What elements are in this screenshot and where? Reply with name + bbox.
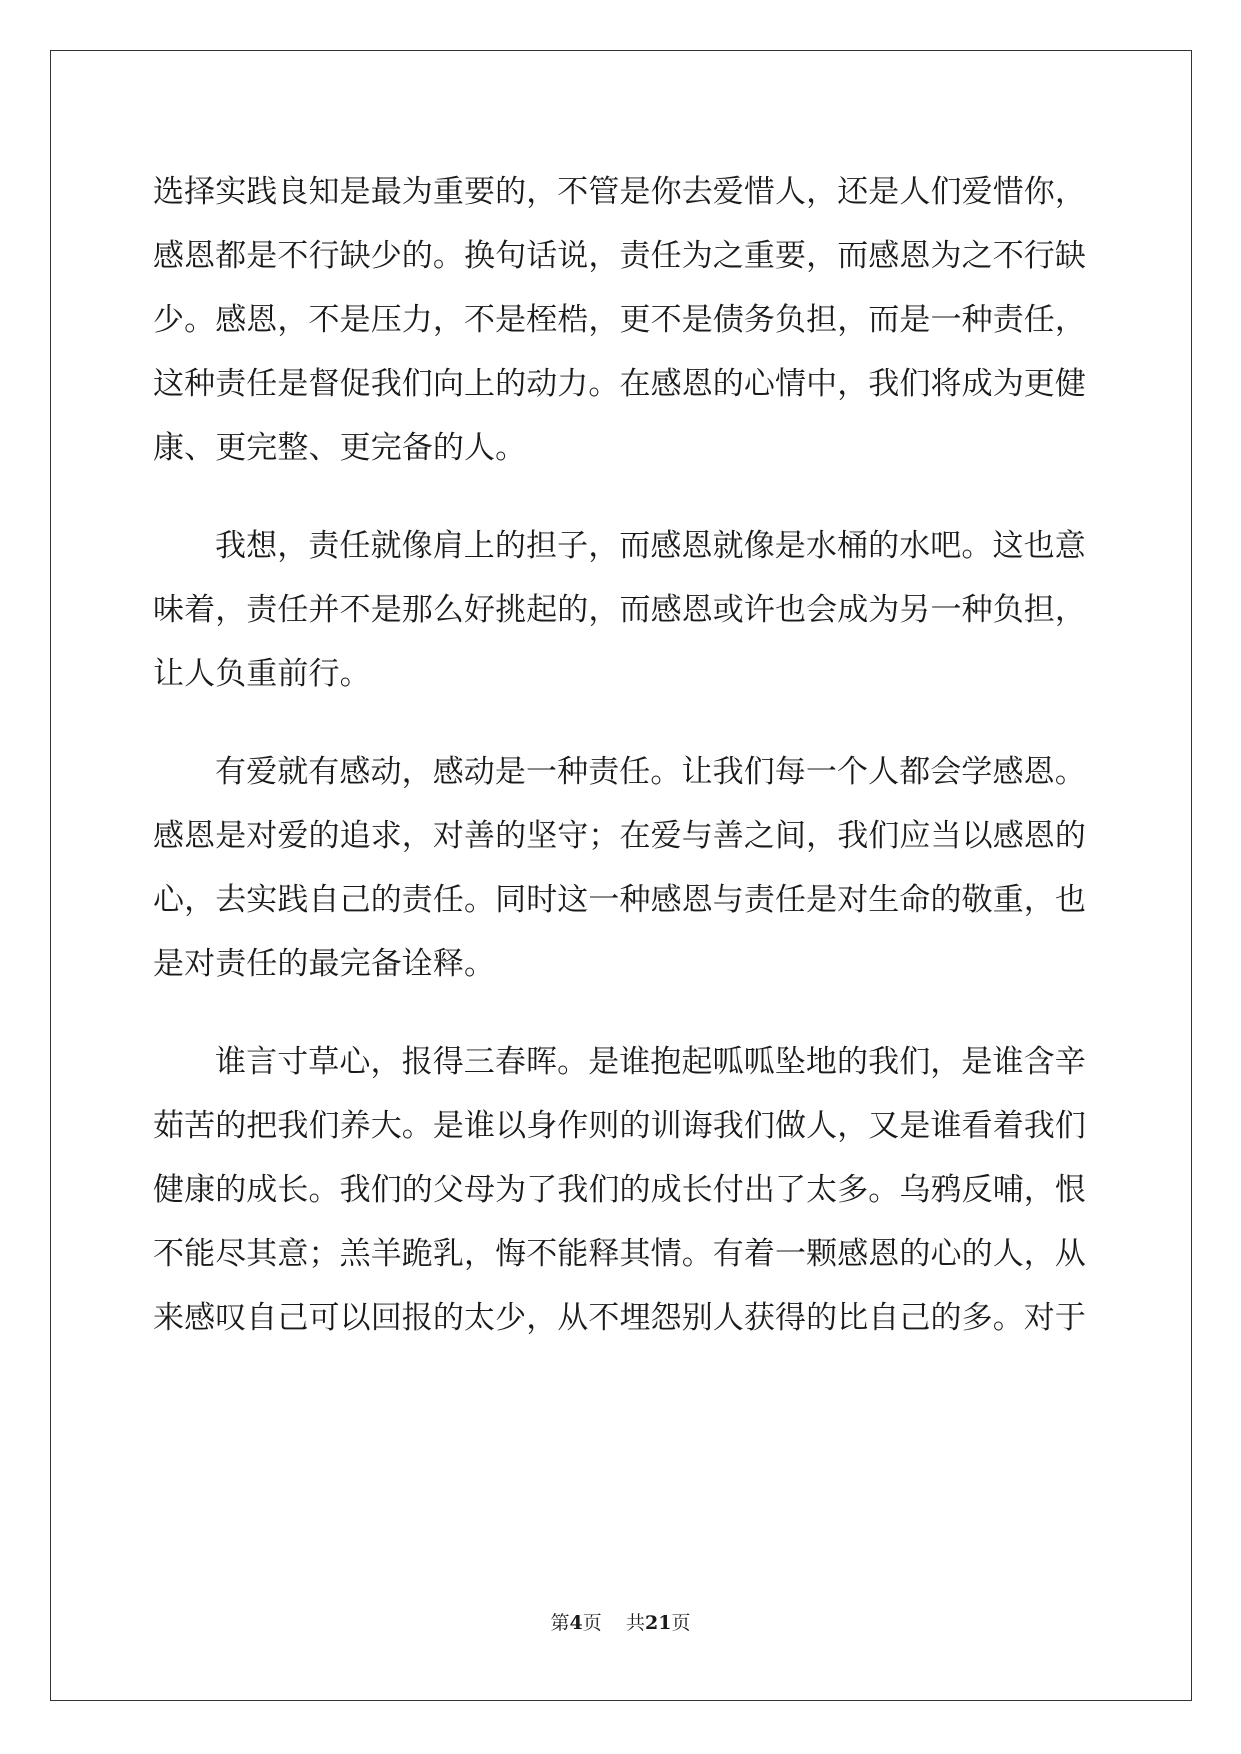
text-line: 味着，责任并不是那么好挑起的，而感恩或许也会成为另一种负担， [153, 592, 1086, 628]
total-prefix: 共 [625, 1612, 645, 1634]
page-border [50, 50, 1192, 1701]
text-line: 健康的成长。我们的父母为了我们的成长付出了太多。乌鸦反哺，恨 [153, 1172, 1086, 1208]
text-line: 心，去实践自己的责任。同时这一种感恩与责任是对生命的敬重，也 [153, 882, 1086, 918]
total-pages: 21 [644, 1612, 672, 1634]
text-line: 感恩是对爱的追求，对善的坚守；在爱与善之间，我们应当以感恩的 [153, 818, 1086, 854]
text-line: 这种责任是督促我们向上的动力。在感恩的心情中，我们将成为更健 [153, 366, 1086, 402]
page-suffix: 页 [582, 1612, 602, 1634]
text-line: 不能尽其意；羔羊跪乳，悔不能释其情。有着一颗感恩的心的人，从 [153, 1236, 1086, 1272]
text-line: 是对责任的最完备诠释。 [153, 946, 496, 982]
text-line: 康、更完整、更完备的人。 [153, 430, 527, 466]
paragraph-first-line: 谁言寸草心，报得三春晖。是谁抱起呱呱坠地的我们，是谁含辛 [215, 1044, 1086, 1080]
total-suffix: 页 [671, 1612, 691, 1634]
text-line: 感恩都是不行缺少的。换句话说，责任为之重要，而感恩为之不行缺 [153, 238, 1086, 274]
text-line: 茹苦的把我们养大。是谁以身作则的训诲我们做人，又是谁看着我们 [153, 1108, 1086, 1144]
text-line: 选择实践良知是最为重要的，不管是你去爱惜人，还是人们爱惜你， [153, 174, 1086, 210]
paragraph-first-line: 有爱就有感动，感动是一种责任。让我们每一个人都会学感恩。 [215, 754, 1086, 790]
text-line: 少。感恩，不是压力，不是桎梏，更不是债务负担，而是一种责任， [153, 302, 1086, 338]
text-line: 来感叹自己可以回报的太少，从不埋怨别人获得的比自己的多。对于 [153, 1300, 1086, 1336]
paragraph-first-line: 我想，责任就像肩上的担子，而感恩就像是水桶的水吧。这也意 [215, 528, 1086, 564]
page-footer [0, 1611, 1241, 1635]
text-line: 让人负重前行。 [153, 656, 371, 692]
page-prefix: 第 [550, 1612, 570, 1634]
page-number: 4 [569, 1612, 583, 1634]
